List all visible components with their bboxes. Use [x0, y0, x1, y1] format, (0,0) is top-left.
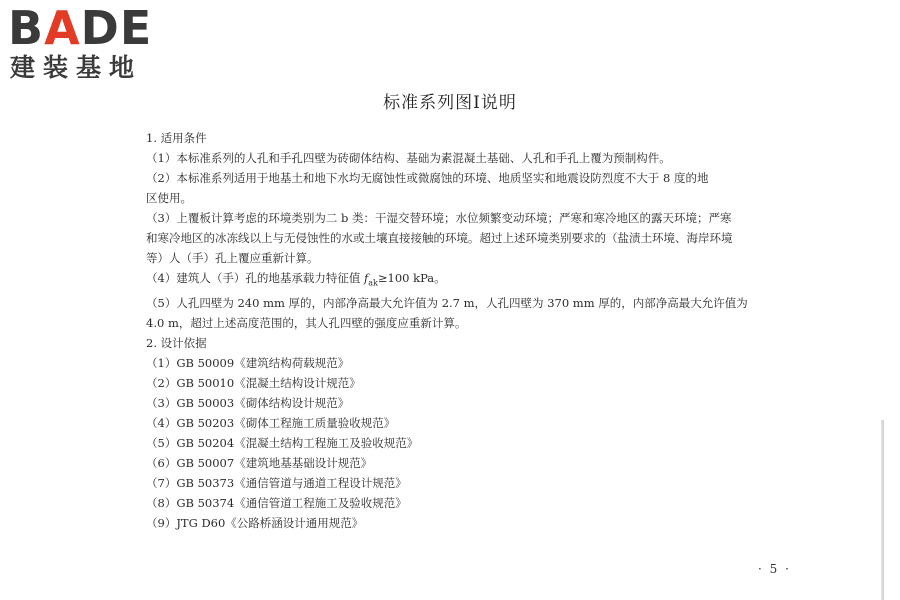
document-body	[146, 128, 786, 533]
condition-4-symbol: f	[363, 271, 369, 285]
basis-item: （2）GB 50010《混凝土结构设计规范》	[146, 376, 361, 391]
condition-5-line-1: （5）人孔四壁为 240 mm 厚的，内部净高最大允许值为 2.7 m，人孔四壁为 370 mm 厚的，内部净高最大允许值为	[146, 296, 748, 311]
condition-4	[146, 268, 786, 293]
basis-item: （8）GB 50374《通信管道工程施工及验收规范》	[146, 496, 407, 511]
page-edge-shadow	[881, 420, 884, 600]
basis-item: （6）GB 50007《建筑地基基础设计规范》	[146, 456, 373, 471]
logo-letter-b: B	[8, 1, 45, 55]
basis-item: （4）GB 50203《砌体工程施工质量验收规范》	[146, 416, 396, 431]
condition-3-line-2: 和寒冷地区的冰冻线以上与无侵蚀性的水或土壤直接接触的环境。超过上述环境类别要求的（盐渍土环境、海岸环境	[146, 231, 733, 245]
brand-logo	[8, 1, 178, 84]
page-title: 标准系列图Ⅰ说明	[383, 93, 517, 113]
condition-5-line-2: 4.0 m，超过上述高度范围的，其人孔四壁的强度应重新计算。	[146, 316, 467, 331]
condition-3-line-1: （3）上覆板计算考虑的环境类别为二 b 类：干湿交替环境；水位频繁变动环境；严寒和寒冷地区的露天环境；严寒	[146, 211, 732, 225]
basis-item: （9）JTG D60《公路桥涵设计通用规范》	[146, 516, 364, 531]
condition-3-line-3: 等）人（手）孔上覆应重新计算。	[146, 251, 319, 265]
condition-2-line-2: 区使用。	[146, 191, 192, 205]
logo-subtitle: 建装基地	[10, 53, 143, 82]
basis-item: （5）GB 50204《混凝土结构工程施工及验收规范》	[146, 436, 419, 451]
basis-item: （3）GB 50003《砌体结构设计规范》	[146, 396, 350, 411]
basis-item: （7）GB 50373《通信管道与通道工程设计规范》	[146, 476, 407, 491]
conditions-heading: 1. 适用条件	[146, 131, 207, 145]
page-number: · 5 ·	[758, 562, 791, 576]
condition-4-suffix: ≥100 kPa。	[377, 271, 446, 285]
basis-item: （1）GB 50009《建筑结构荷载规范》	[146, 356, 350, 371]
basis-heading: 2. 设计依据	[146, 336, 207, 351]
logo-letter-a: A	[44, 1, 81, 55]
condition-1: （1）本标准系列的人孔和手孔四壁为砖砌体结构、基础为素混凝土基础、人孔和手孔上覆为预制构件。	[146, 151, 671, 165]
logo-wordmark	[8, 1, 153, 55]
condition-2-line-1: （2）本标准系列适用于地基土和地下水均无腐蚀性或微腐蚀的环境、地质坚实和地震设防烈度不大于 8 度的地	[146, 171, 709, 185]
condition-4-subscript: ak	[368, 278, 378, 288]
logo-letters-de: DE	[80, 1, 153, 55]
condition-4-prefix: （4）建筑人（手）孔的地基承载力特征值	[146, 271, 364, 285]
